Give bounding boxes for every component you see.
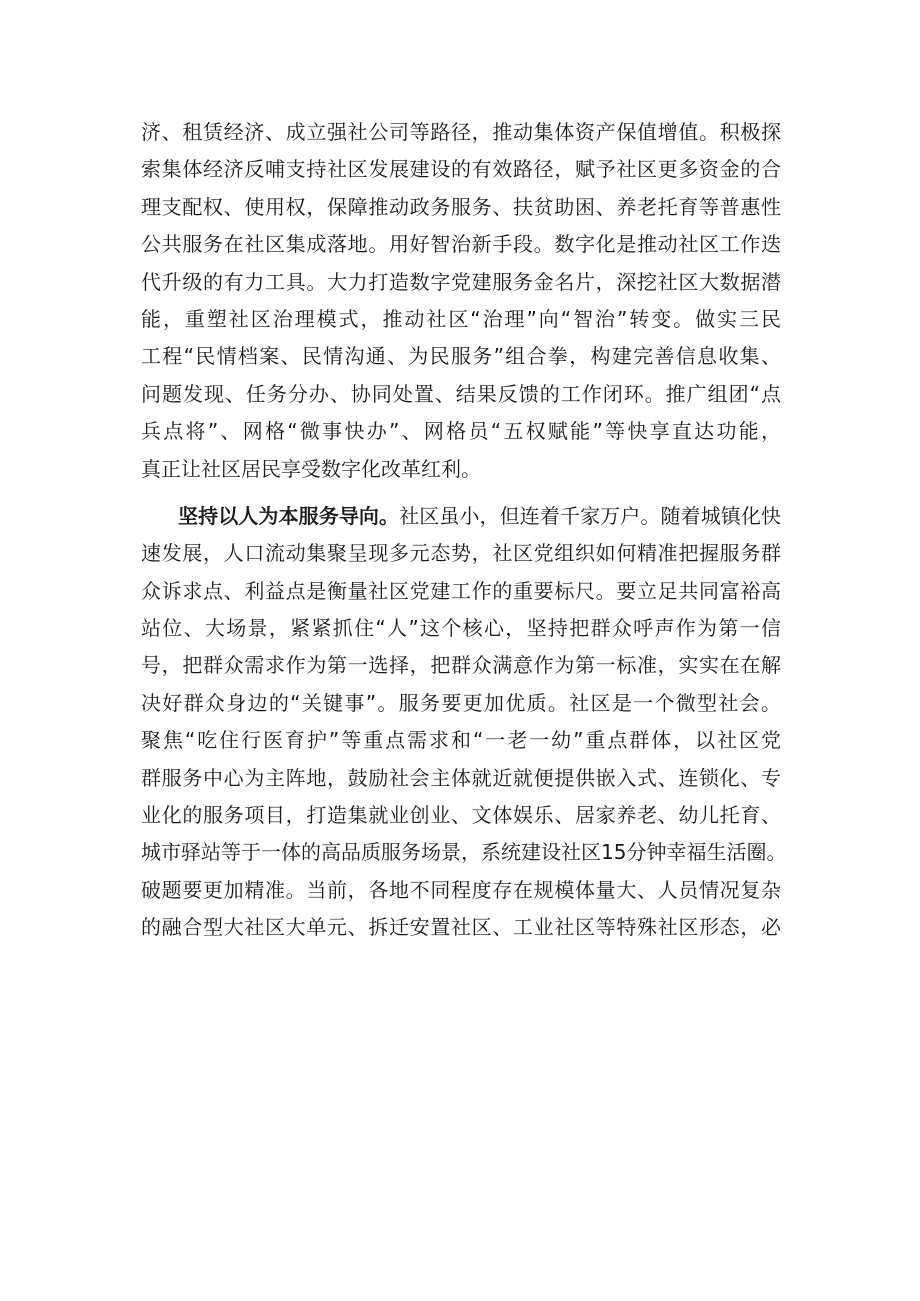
paragraph-2 [141, 498, 787, 947]
text-line: 公共服务在社区集成落地。用好智治新手段。数字化是推动社区工作迭 [141, 232, 781, 257]
text-line: 工程“民情档案、民情沟通、为民服务”组合拳，构建完善信息收集、 [141, 344, 781, 369]
paragraph-gap [141, 488, 781, 498]
text-line: 能，重塑社区治理模式，推动社区“治理”向“智治”转变。做实三民 [141, 306, 781, 331]
paragraph-heading: 坚持以人为本服务导向。 [178, 503, 400, 528]
text-line: 聚焦“吃住行医育护”等重点需求和“一老一幼”重点群体，以社区党 [141, 728, 781, 753]
text-line: 号，把群众需求作为第一选择，把群众满意作为第一标准，实实在在解 [141, 653, 781, 678]
text-line: 城市驿站等于一体的高品质服务场景，系统建设社区15分钟幸福生活圈。 [141, 840, 787, 865]
text-line: 业化的服务项目，打造集就业创业、文体娱乐、居家养老、幼儿托育、 [141, 803, 781, 828]
paragraph-2-first-line [141, 498, 781, 535]
text-line: 的融合型大社区大单元、拆迁安置社区、工业社区等特殊社区形态，必 [141, 915, 781, 940]
text-line: 理支配权、使用权，保障推动政务服务、扶贫助困、养老托育等普惠性 [141, 194, 781, 219]
text-line: 济、租赁经济、成立强社公司等路径，推动集体资产保值增值。积极探 [141, 120, 781, 144]
text-line: 真正让社区居民享受数字化改革红利。 [141, 456, 481, 481]
text-line: 众诉求点、利益点是衡量社区党建工作的重要标尺。要立足共同富裕高 [141, 578, 781, 603]
text-line: 速发展，人口流动集聚呈现多元态势，社区党组织如何精准把握服务群 [141, 541, 781, 566]
text-line: 站位、大场景，紧紧抓住“人”这个核心，坚持把群众呼声作为第一信 [141, 616, 781, 641]
text-line: 索集体经济反哺支持社区发展建设的有效路径，赋予社区更多资金的合 [141, 157, 781, 182]
text-line: 兵点将”、网格“微事快办”、网格员“五权赋能”等快享直达功能， [141, 419, 781, 444]
text-line: 决好群众身边的“关键事”。服务要更加优质。社区是一个微型社会。 [141, 690, 781, 715]
text-fragment: 社区虽小，但连着千家万户。随着城镇化快 [399, 503, 782, 528]
text-line: 破题要更加精准。当前，各地不同程度存在规模体量大、人员情况复杂 [141, 877, 781, 902]
document-body [141, 114, 787, 947]
paragraph-1 [141, 114, 781, 488]
text-line: 代升级的有力工具。大力打造数字党建服务金名片，深挖社区大数据潜 [141, 269, 781, 294]
text-line: 群服务中心为主阵地，鼓励社会主体就近就便提供嵌入式、连锁化、专 [141, 765, 781, 790]
text-line: 问题发现、任务分办、协同处置、结果反馈的工作闭环。推广组团“点 [141, 381, 781, 406]
